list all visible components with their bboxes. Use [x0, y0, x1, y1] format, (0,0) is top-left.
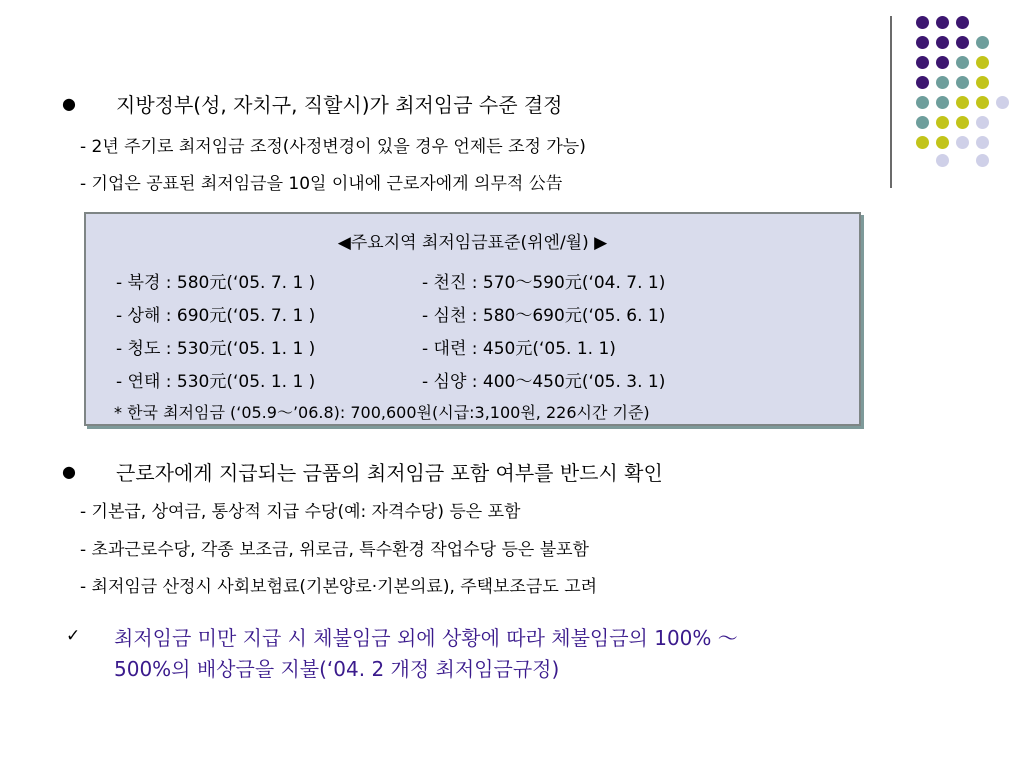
wage-row-left: - 연태 : 530元(‘05. 1. 1 )	[116, 372, 316, 392]
decor-dot	[936, 136, 949, 149]
decor-dot	[916, 16, 929, 29]
decor-dot	[976, 136, 989, 149]
decor-dot	[936, 36, 949, 49]
wage-table-box	[84, 212, 861, 426]
wage-row-right: - 대련 : 450元(‘05. 1. 1)	[422, 339, 616, 359]
wage-row-right: - 심양 : 400～450元(‘05. 3. 1)	[422, 372, 666, 392]
decor-dot	[996, 96, 1009, 109]
section1-heading: 지방정부(성, 자치구, 직할시)가 최저임금 수준 결정	[116, 93, 563, 117]
note-line-2: 500%의 배상금을 지불(‘04. 2 개정 최저임금규정)	[114, 657, 560, 681]
decor-dot	[916, 76, 929, 89]
wage-row-left: - 상해 : 690元(‘05. 7. 1 )	[116, 306, 316, 326]
decor-dot	[936, 96, 949, 109]
decor-dot	[976, 116, 989, 129]
section2-heading: 근로자에게 지급되는 금품의 최저임금 포함 여부를 반드시 확인	[116, 461, 663, 485]
decorative-divider	[890, 16, 892, 188]
section2-item: - 기본급, 상여금, 통상적 지급 수당(예: 자격수당) 등은 포함	[80, 502, 521, 522]
wage-row-left: - 청도 : 530元(‘05. 1. 1 )	[116, 339, 316, 359]
section1-item: - 기업은 공표된 최저임금을 10일 이내에 근로자에게 의무적 公告	[80, 174, 563, 194]
wage-row-right: - 천진 : 570～590元(‘04. 7. 1)	[422, 273, 666, 293]
decor-dot	[956, 136, 969, 149]
decor-dot	[916, 96, 929, 109]
wage-table-footnote: * 한국 최저임금 (‘05.9～’06.8): 700,600원(시급:3,100원, 226시간 기준)	[114, 403, 650, 422]
decor-dot	[936, 116, 949, 129]
wage-row-right: - 심천 : 580～690元(‘05. 6. 1)	[422, 306, 666, 326]
section2-item: - 초과근로수당, 각종 보조금, 위로금, 특수환경 작업수당 등은 불포함	[80, 540, 589, 560]
section2-item: - 최저임금 산정시 사회보험료(기본양로·기본의료), 주택보조금도 고려	[80, 577, 598, 597]
decor-dot	[956, 16, 969, 29]
decor-dot	[976, 36, 989, 49]
bullet-dot: ●	[62, 462, 76, 481]
decor-dot	[956, 36, 969, 49]
decor-dot	[956, 116, 969, 129]
decorative-dot-grid	[900, 16, 990, 166]
checkmark-icon: ✓	[66, 626, 81, 646]
decor-dot	[936, 76, 949, 89]
note-line-1: 최저임금 미만 지급 시 체불임금 외에 상황에 따라 체불임금의 100% ～	[114, 626, 738, 650]
decor-dot	[936, 16, 949, 29]
decor-dot	[916, 116, 929, 129]
decor-dot	[976, 76, 989, 89]
decor-dot	[976, 154, 989, 167]
decor-dot	[936, 56, 949, 69]
decor-dot	[916, 36, 929, 49]
decor-dot	[936, 154, 949, 167]
section1-item: - 2년 주기로 최저임금 조정(사정변경이 있을 경우 언제든 조정 가능)	[80, 137, 586, 157]
bullet-dot: ●	[62, 94, 76, 113]
decor-dot	[976, 56, 989, 69]
wage-table-title: ◀주요지역 최저임금표준(위엔/월) ▶	[337, 233, 608, 253]
wage-row-left: - 북경 : 580元(‘05. 7. 1 )	[116, 273, 316, 293]
decor-dot	[916, 136, 929, 149]
decor-dot	[976, 96, 989, 109]
decor-dot	[956, 76, 969, 89]
decor-dot	[916, 56, 929, 69]
decor-dot	[956, 56, 969, 69]
decor-dot	[956, 96, 969, 109]
